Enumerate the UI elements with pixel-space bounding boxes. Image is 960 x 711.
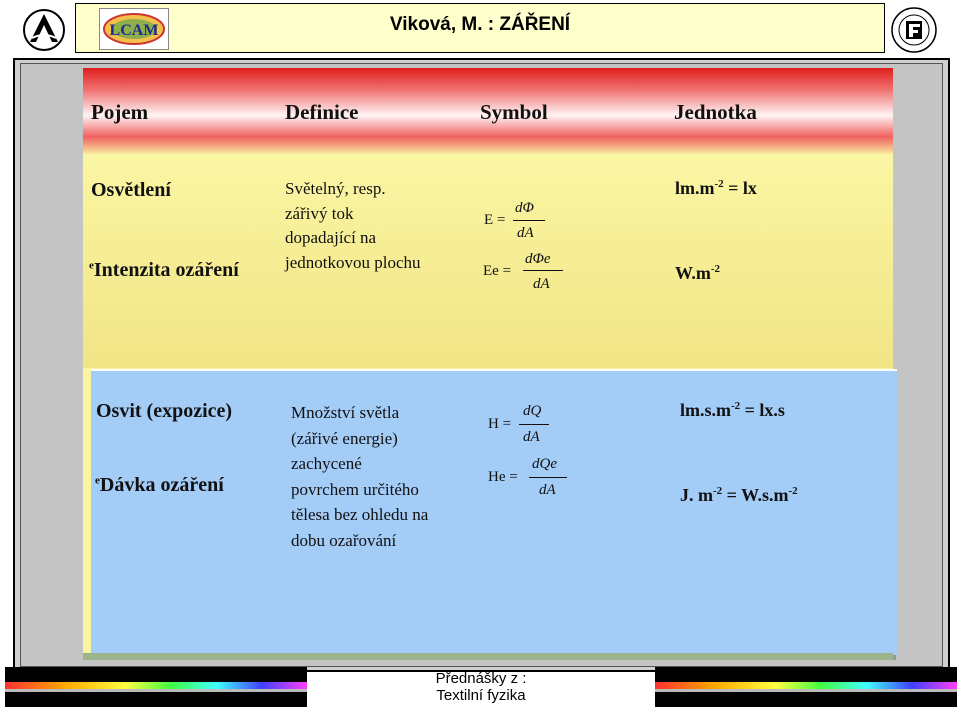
symbol-he-fraction-line [529, 477, 567, 478]
page-title: Viková, M. : ZÁŘENÍ [389, 14, 571, 35]
lcam-logo-text: LCAM [109, 22, 159, 39]
symbol-he-denominator: dA [539, 482, 556, 498]
col-header-pojem: Pojem [91, 100, 149, 124]
symbol-e-denominator: dA [517, 225, 534, 241]
unit-davka: J. $m^{-2} = W.s.m^{-2}$ [680, 485, 798, 505]
footer-spectrum-right [655, 667, 957, 707]
spectrum-bar [655, 682, 957, 689]
term-prefix: e [89, 259, 94, 272]
spectrum-shadow [5, 689, 307, 692]
term-prefix: e [95, 474, 100, 487]
col-header-symbol: Symbol [480, 100, 548, 124]
symbol-h-fraction-line [519, 424, 549, 425]
term-intenzita-ozareni: $^e$Intenzita ozáření [89, 259, 239, 281]
unit-osvetleni: $lm.m^{-2}$ = lx [675, 178, 757, 198]
unit-intenzita: $W.m^{-2}$ [675, 263, 721, 283]
symbol-ee-denominator: dA [533, 276, 550, 292]
header-title-box [75, 3, 885, 53]
university-logo-icon [22, 8, 66, 52]
symbol-he-lhs: He = [488, 469, 518, 485]
symbol-e-lhs: E = [484, 212, 506, 228]
footer-line-2: Textilní fyzika [436, 687, 526, 704]
slide-image [83, 68, 893, 660]
unit-osvit: $lm.s.m^{-2} = lx.s$ [680, 400, 785, 420]
symbol-h-numerator: dQ [523, 403, 542, 419]
term-osvetleni: Osvětlení [91, 179, 171, 201]
footer-spectrum-left [5, 667, 307, 707]
symbol-ee-lhs: Ee = [483, 263, 512, 279]
lcam-logo [99, 8, 169, 50]
symbol-e-fraction-line [513, 220, 545, 221]
table-bottom-band [83, 653, 893, 660]
col-header-definice: Definice [285, 100, 359, 124]
definition-section2: Množství světla (zářivé energie) zachycené povrchem určitého tělesa bez ohledu na dobu ozařování [291, 403, 429, 550]
definition-section1: Světelný, resp. zářivý tok dopadající na jednotkovou plochu [285, 179, 421, 272]
footer-line-1: Přednášky z : [435, 670, 527, 687]
symbol-e-numerator: dΦ [515, 200, 534, 216]
col-header-jednotka: Jednotka [674, 100, 757, 124]
faculty-seal-icon [890, 6, 938, 54]
spectrum-shadow [655, 689, 957, 692]
footer-caption [310, 670, 652, 710]
symbol-h-denominator: dA [523, 429, 540, 445]
symbol-ee-fraction-line [523, 270, 563, 271]
symbol-ee-numerator: dΦe [525, 251, 551, 267]
symbol-h-lhs: H = [488, 416, 512, 432]
term-davka-ozareni: $^e$Dávka ozáření [95, 474, 224, 496]
term-osvit: Osvit (expozice) [96, 400, 233, 422]
spectrum-bar [5, 682, 307, 689]
symbol-he-numerator: dQe [532, 456, 557, 472]
